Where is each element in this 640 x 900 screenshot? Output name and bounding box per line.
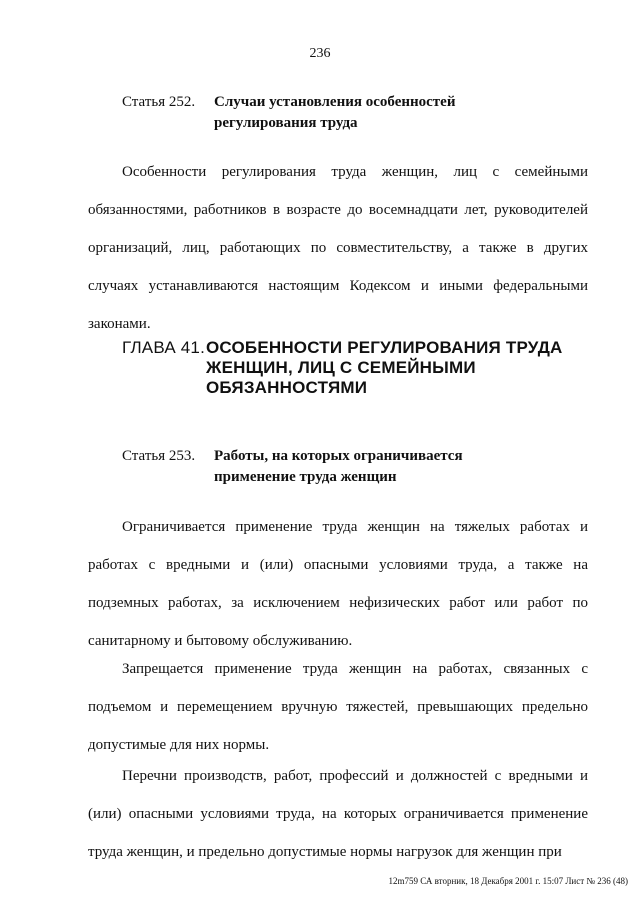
chapter-41-label: ГЛАВА 41. [122, 338, 206, 357]
article-252-title-line1: Случаи установления особенностей [214, 94, 456, 110]
article-253-title-line2: применение труда женщин [214, 469, 397, 485]
article-252-title-line2: регулирования труда [214, 115, 358, 131]
paragraph-1: Особенности регулирования труда женщин, лиц с семейными обязанностями, работников в возрасте до восемнадцати лет, руководителей организаций, лиц, работающих по совместительству, а также в других случаях устанавливаются настоящим Кодексом и иными федеральными законами. [88, 164, 588, 332]
paragraph-3: Запрещается применение труда женщин на работах, связанных с подъемом и перемещением вручную тяжестей, превышающих предельно допустимые для них нормы. [88, 661, 588, 753]
article-253-title-line1: Работы, на которых ограничивается [214, 448, 463, 464]
chapter-41-heading [122, 338, 563, 398]
article-253-heading [122, 446, 463, 488]
article-252-heading [122, 92, 455, 134]
chapter-41-title-line2: ЖЕНЩИН, ЛИЦ С СЕМЕЙНЫМИ [206, 358, 476, 377]
article-253-label: Статья 253. [122, 448, 196, 464]
page-footer: 12m759 СА вторник, 18 Декабря 2001 г. 15:07 Лист № 236 (48) [388, 876, 628, 886]
chapter-41-title-line1: ОСОБЕННОСТИ РЕГУЛИРОВАНИЯ ТРУДА [206, 338, 563, 357]
paragraph-4: Перечни производств, работ, профессий и должностей с вредными и (или) опасными условиями труда, на которых ограничивается применение труда женщин, и предельно допустимые нормы нагрузок для женщин при [88, 768, 588, 860]
article-252-label: Статья 252. [122, 94, 196, 110]
page-number: 236 [309, 46, 331, 61]
paragraph-2: Ограничивается применение труда женщин на тяжелых работах и работах с вредными и (или) опасными условиями труда, а также на подземных работах, за исключением нефизических работ или работ по санитарному и бытовому обслуживанию. [88, 519, 588, 649]
chapter-41-title-line3: ОБЯЗАННОСТЯМИ [206, 378, 368, 397]
